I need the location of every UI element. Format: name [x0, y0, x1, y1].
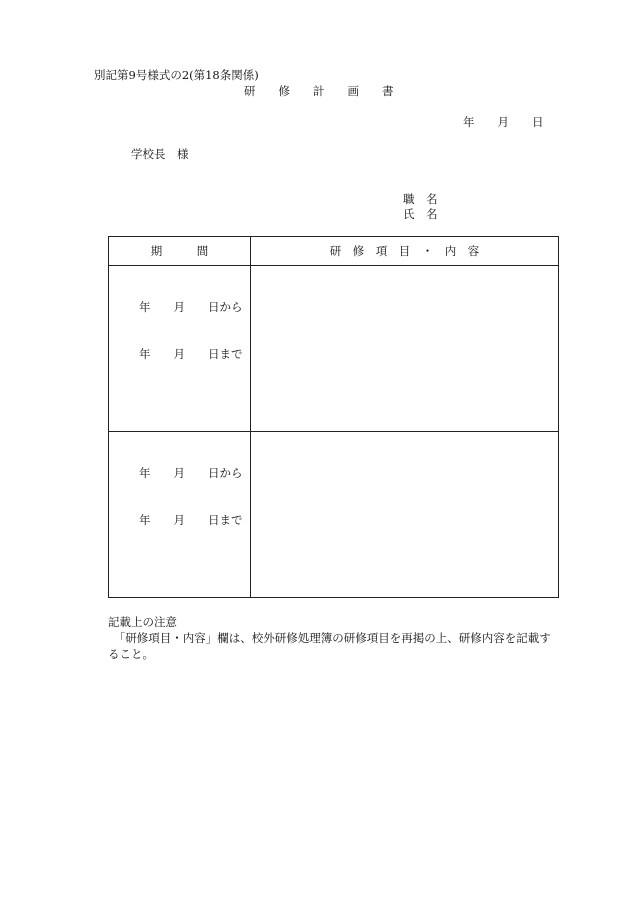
period-cell[interactable] [109, 432, 251, 598]
date-line: 年 月 日 [463, 115, 544, 129]
period-from: 年 月 日から [139, 300, 243, 314]
document-title: 研 修 計 画 書 [244, 84, 394, 98]
notes-text-line: ること。 [108, 647, 154, 661]
content-cell[interactable] [251, 432, 559, 598]
column-header-period: 期 間 [109, 237, 251, 266]
table-header-row [109, 237, 559, 266]
table-row [109, 266, 559, 432]
period-to: 年 月 日まで [139, 347, 243, 361]
period-cell[interactable] [109, 266, 251, 432]
training-plan-table [108, 236, 559, 598]
addressee: 学校長 様 [131, 147, 189, 161]
table-row [109, 432, 559, 598]
form-reference: 別記第9号様式の2(第18条関係) [94, 68, 259, 82]
name-label: 氏 名 [403, 207, 438, 221]
notes-heading: 記載上の注意 [108, 615, 177, 629]
period-to: 年 月 日まで [139, 513, 243, 527]
period-from: 年 月 日から [139, 466, 243, 480]
position-label: 職 名 [403, 192, 438, 206]
column-header-content: 研 修 項 目 ・ 内 容 [251, 237, 559, 266]
notes-text-line: 「研修項目・内容」欄は、校外研修処理簿の研修項目を再掲の上、研修内容を記載す [108, 631, 551, 645]
content-cell[interactable] [251, 266, 559, 432]
